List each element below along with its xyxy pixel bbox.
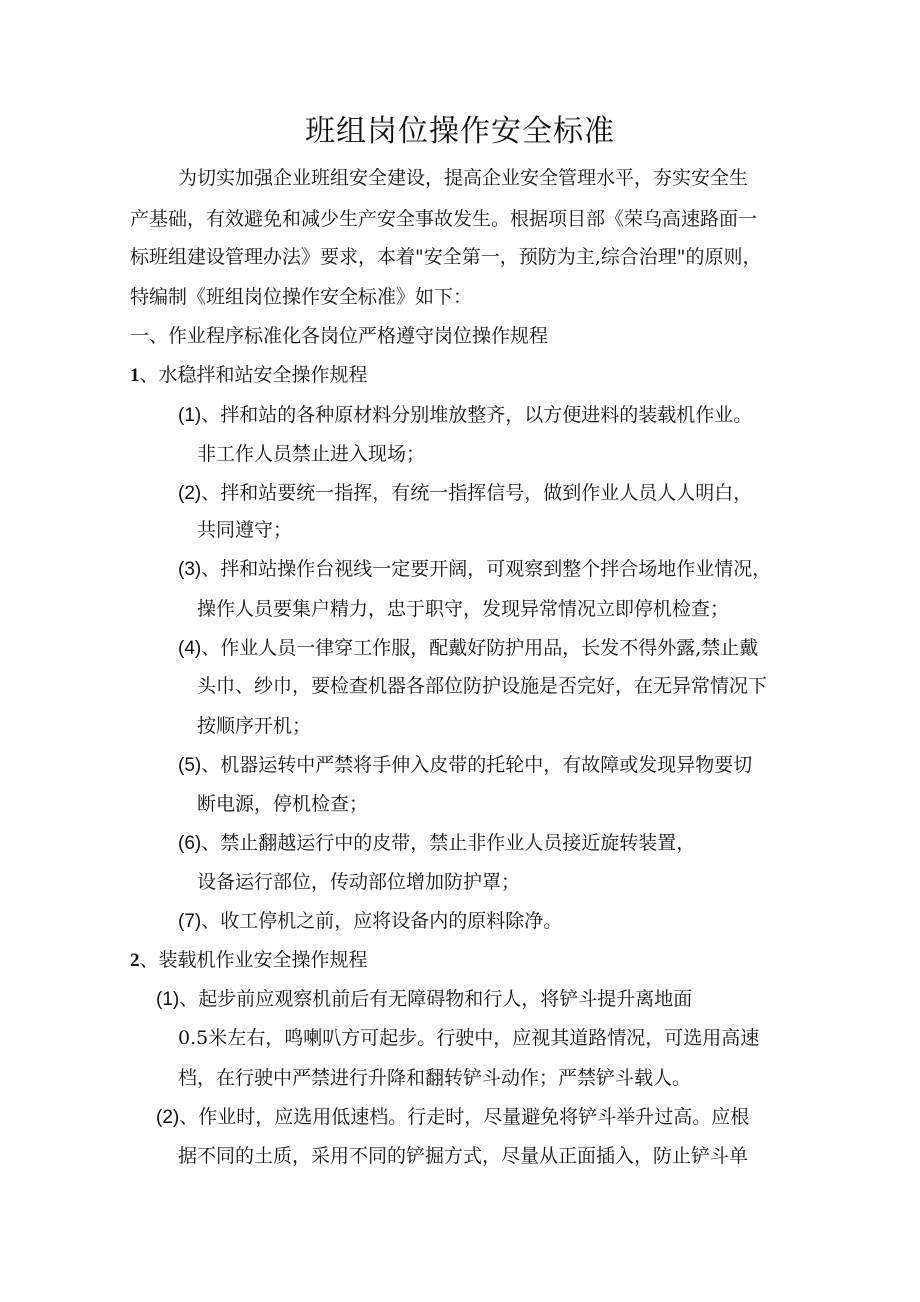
sub1-item-3-line-1: (3)、拌和站操作台视线一定要开阔，可观察到整个拌合场地作业情况， xyxy=(178,558,772,580)
sub1-item-6-line-2: 设备运行部位，传动部位增加防护罩； xyxy=(197,871,521,893)
subsection-1-title: 、水稳拌和站安全操作规程 xyxy=(139,364,368,386)
sub1-item-1-line-2: 非工作人员禁止进入现场； xyxy=(197,443,426,465)
sub1-item-5-line-1: (5)、机器运转中严禁将手伸入皮带的托轮中，有故障或发现异物要切 xyxy=(178,754,753,776)
subsection-2-title: 、装载机作业安全操作规程 xyxy=(139,949,368,971)
sub1-item-4-marker: (4) xyxy=(178,638,202,659)
document-title: 班组岗位操作安全标准 xyxy=(305,114,615,149)
sub1-item-3-marker: (3) xyxy=(178,559,202,580)
intro-line-1: 为切实加强企业班组安全建设，提高企业安全管理水平，夯实安全生 xyxy=(178,167,749,189)
sub1-item-7-line-1: (7)、收工停机之前，应将设备内的原料除净。 xyxy=(178,910,563,932)
subsection-1-number: 1 xyxy=(130,365,140,386)
sub1-item-2-line-2: 共同遵守； xyxy=(197,519,293,541)
sub1-item-7-marker: (7) xyxy=(178,911,202,932)
intro-line-3: 标班组建设管理办法》要求，本着"安全第一，预防为主,综合治理"的原则， xyxy=(130,246,762,268)
intro-line-2: 产基础，有效避免和减少生产安全事故发生。根据项目部《荣乌高速路面一 xyxy=(130,208,758,230)
sub1-item-4-line-3: 按顺序开机； xyxy=(197,715,312,737)
sub1-item-1-marker: (1) xyxy=(178,405,202,426)
sub1-item-4-line-1: (4)、作业人员一律穿工作服，配戴好防护用品，长发不得外露,禁止戴 xyxy=(178,637,759,659)
sub1-item-1-line-1: (1)、拌和站的各种原材料分别堆放整齐，以方便进料的装载机作业。 xyxy=(178,404,753,426)
subsection-1-heading xyxy=(130,363,368,388)
sub1-item-6-line-1: (6)、禁止翻越运行中的皮带，禁止非作业人员接近旋转装置， xyxy=(178,832,696,854)
section-1-heading: 一、作业程序标准化各岗位严格遵守岗位操作规程 xyxy=(130,325,549,347)
sub2-item-2-marker: (2) xyxy=(156,1107,180,1128)
sub1-item-5-marker: (5) xyxy=(178,755,202,776)
sub1-item-4-line-2: 头巾、纱巾，要检查机器各部位防护设施是否完好，在无异常情况下 xyxy=(197,675,768,697)
sub1-item-5-line-2: 断电源，停机检查； xyxy=(197,793,369,815)
intro-line-4: 特编制《班组岗位操作安全标准》如下： xyxy=(130,286,473,308)
sub1-item-3-line-2: 操作人员要集户精力，忠于职守，发现异常情况立即停机检查； xyxy=(197,598,730,620)
sub2-item-1-line-2: 0.5米左右，鸣喇叭方可起步。行驶中，应视其道路情况，可选用高速 xyxy=(178,1027,760,1049)
subsection-2-number: 2 xyxy=(130,950,140,971)
sub1-item-2-marker: (2) xyxy=(178,483,202,504)
sub2-item-1-marker: (1) xyxy=(156,989,180,1010)
sub2-item-1-line-3: 档，在行驶中严禁进行升降和翻转铲斗动作；严禁铲斗载人。 xyxy=(178,1067,692,1089)
sub1-item-2-line-1: (2)、拌和站要统一指挥，有统一指挥信号，做到作业人员人人明白， xyxy=(178,482,753,504)
sub1-item-6-marker: (6) xyxy=(178,833,202,854)
sub2-item-2-line-1: (2)、作业时，应选用低速档。行走时，尽量避免将铲斗举升过高。应根 xyxy=(156,1106,750,1128)
sub2-item-1-line-1: (1)、起步前应观察机前后有无障碍物和行人，将铲斗提升离地面 xyxy=(156,988,693,1010)
subsection-2-heading xyxy=(130,948,368,973)
sub2-item-2-line-2: 据不同的土质，采用不同的铲掘方式，尽量从正面插入，防止铲斗单 xyxy=(178,1145,749,1167)
